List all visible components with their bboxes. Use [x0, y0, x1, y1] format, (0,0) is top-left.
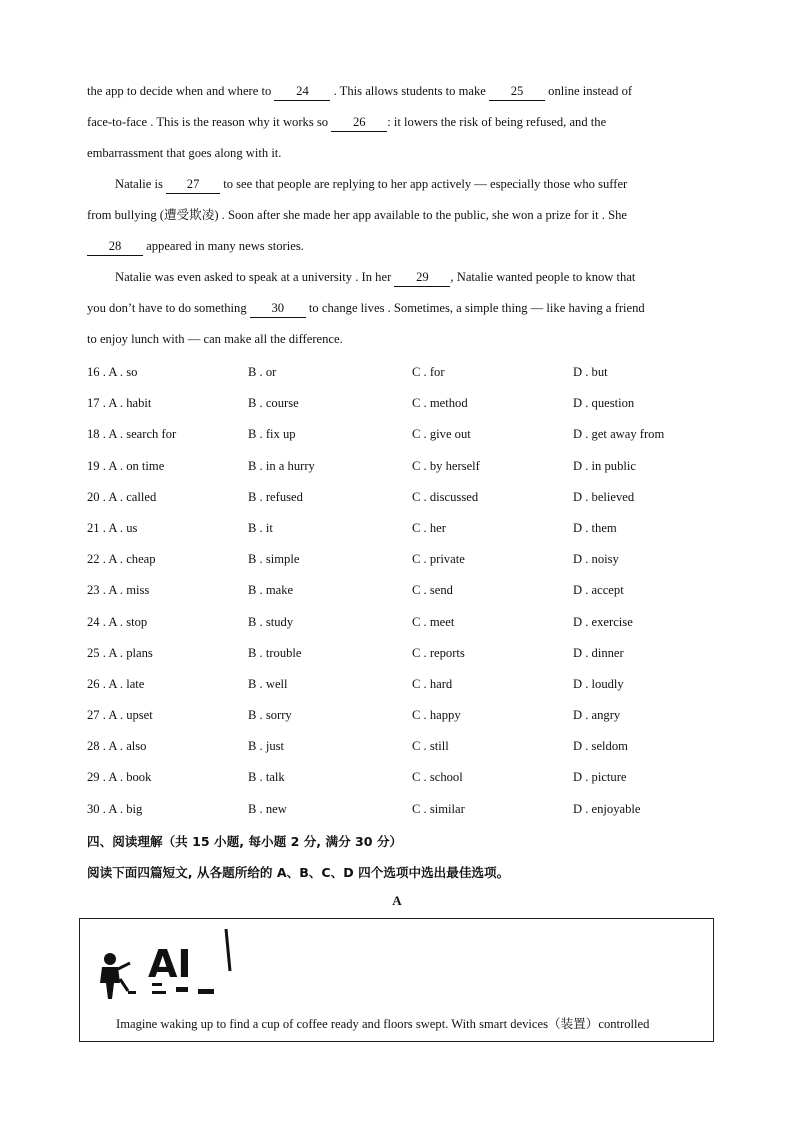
- blank-27: 27: [166, 176, 220, 194]
- section-instruction: 阅读下面四篇短文, 从各题所给的 A、B、C、D 四个选项中选出最佳选项。: [87, 865, 510, 880]
- blank-29: 29: [394, 269, 450, 287]
- option-row: 26 . A . late B . well C . hard D . loudly: [87, 676, 624, 691]
- option-row: 19 . A . on time B . in a hurry C . by herself D . in public: [87, 458, 636, 473]
- blank-26: 26: [331, 114, 387, 132]
- blank-25: 25: [489, 83, 545, 101]
- option-row: 18 . A . search for B . fix up C . give out D . get away from: [87, 427, 665, 442]
- option-row: 28 . A . also B . just C . still D . seldom: [87, 739, 628, 754]
- ai-logo-text: AI: [148, 942, 192, 986]
- option-row: 27 . A . upset B . sorry C . happy D . angry: [87, 708, 621, 723]
- passage-a-box: [79, 918, 714, 1042]
- passage-line: face-to-face . This is the reason why it works so 26 : it lowers the risk of being refused, and the: [87, 107, 712, 138]
- option-row: 20 . A . called B . refused C . discussed D . believed: [87, 489, 635, 504]
- option-row: 16 . A . so B . or C . for D . but: [87, 365, 608, 379]
- passage-line: embarrassment that goes along with it.: [87, 146, 282, 160]
- passage-line: from bullying (遭受欺凌) . Soon after she made her app available to the public, she won a prize for it . She: [87, 208, 627, 222]
- passage-line: you don’t have to do something 30 to change lives . Sometimes, a simple thing — like having a friend: [87, 293, 712, 324]
- option-row: 25 . A . plans B . trouble C . reports D . dinner: [87, 645, 624, 660]
- ai-robot-illustration: [94, 925, 234, 1001]
- option-row: 17 . A . habit B . course C . method D . question: [87, 396, 635, 411]
- option-row: 29 . A . book B . talk C . school D . picture: [87, 770, 627, 785]
- passage-line: Natalie is 27 to see that people are replying to her app actively — especially those who suffer: [87, 169, 712, 200]
- passage-line: Natalie was even asked to speak at a university . In her 29 , Natalie wanted people to know that: [87, 262, 712, 293]
- section-heading: 四、阅读理解（共 15 小题, 每小题 2 分, 满分 30 分）: [87, 834, 403, 849]
- blank-30: 30: [250, 300, 306, 318]
- option-row: 23 . A . miss B . make C . send D . accept: [87, 583, 624, 598]
- passage-label: A: [392, 893, 402, 908]
- blank-28: 28: [87, 238, 143, 256]
- passage-line: to enjoy lunch with — can make all the difference.: [87, 332, 343, 346]
- option-row: 24 . A . stop B . study C . meet D . exercise: [87, 614, 633, 629]
- passage-a-text: Imagine waking up to find a cup of coffee ready and floors swept. With smart devices（装置）controlled: [116, 1017, 650, 1031]
- passage-line: the app to decide when and where to 24 . This allows students to make 25 online instead of: [87, 76, 712, 107]
- option-row: 30 . A . big B . new C . similar D . enjoyable: [87, 801, 641, 816]
- option-row: 22 . A . cheap B . simple C . private D . noisy: [87, 552, 619, 567]
- passage-line: 28 appeared in many news stories.: [87, 231, 712, 262]
- option-row: 21 . A . us B . it C . her D . them: [87, 520, 617, 535]
- blank-24: 24: [274, 83, 330, 101]
- cloze-passage: [87, 76, 712, 355]
- options-list: [87, 357, 727, 825]
